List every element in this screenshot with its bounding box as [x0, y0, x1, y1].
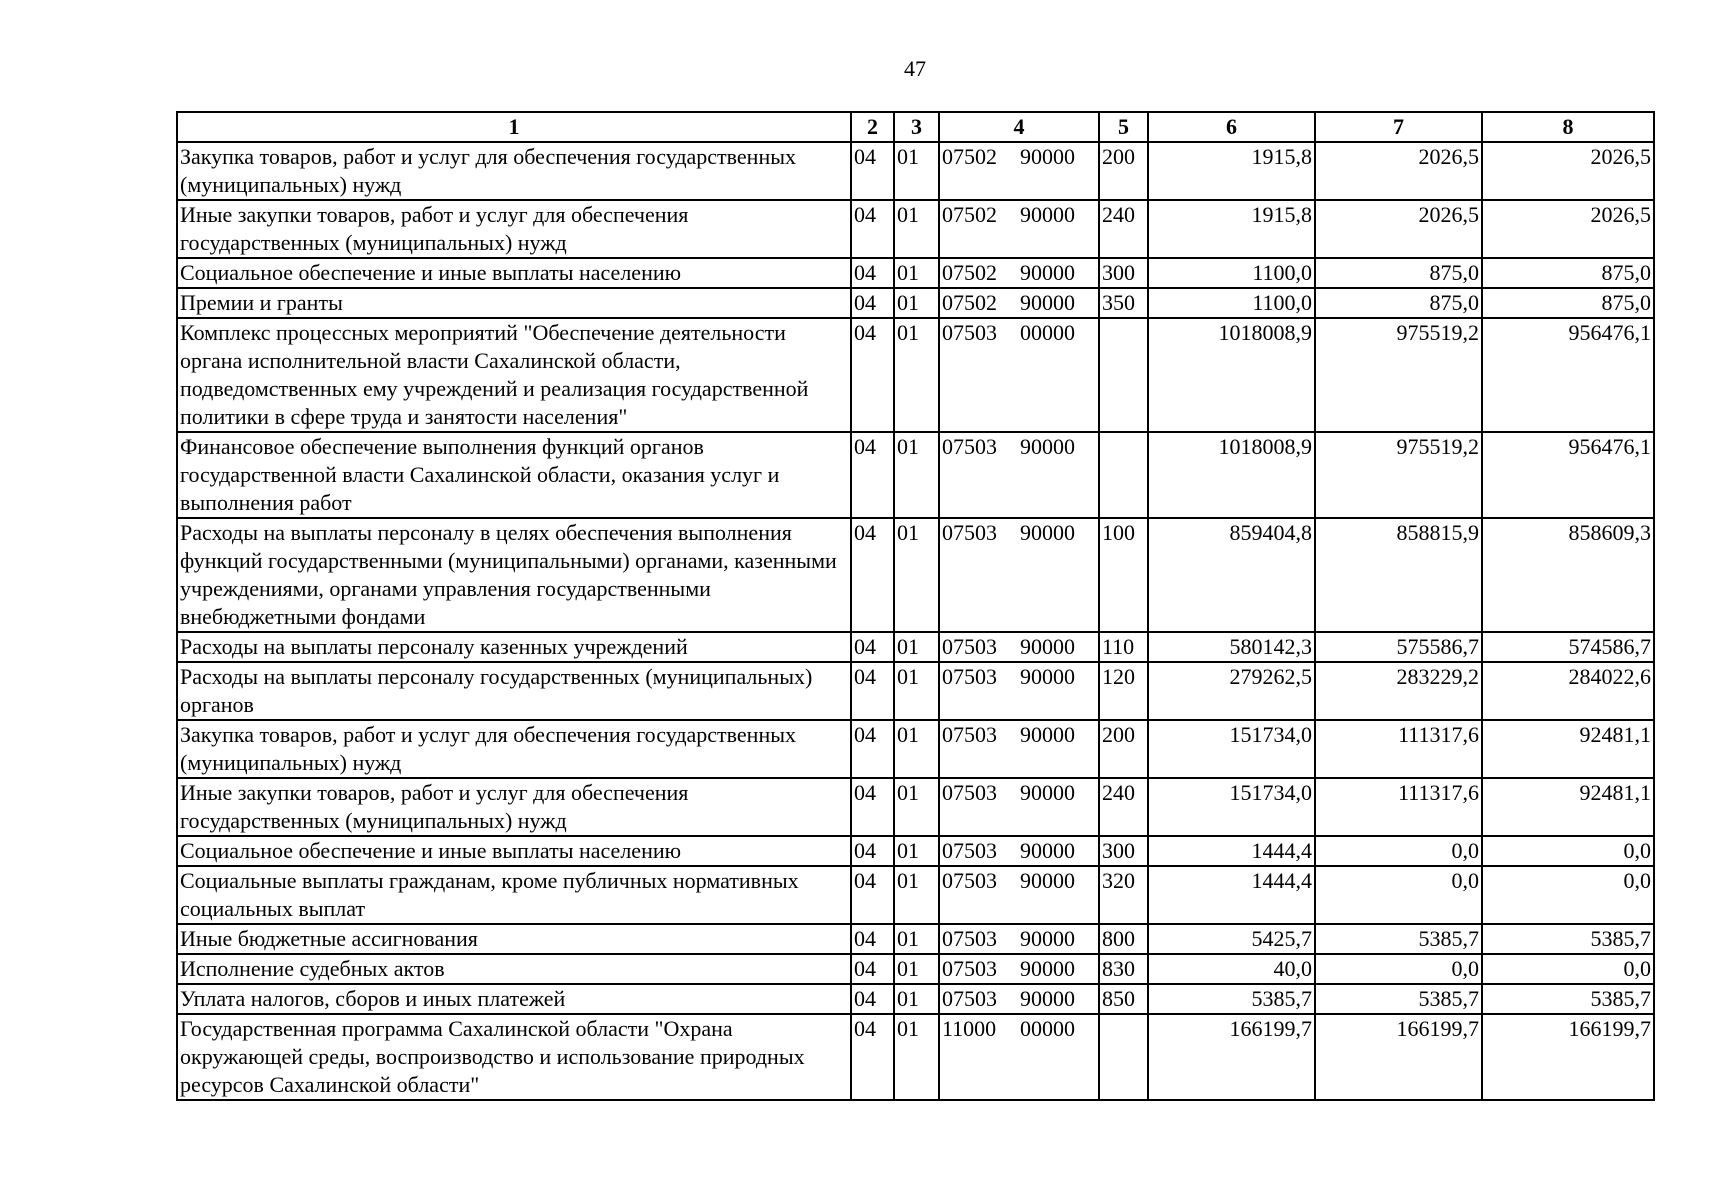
row-subsection-code: 01	[894, 432, 939, 518]
row-name: Иные закупки товаров, работ и услуг для обеспечения государственных (муниципальных) нужд	[177, 200, 851, 258]
row-target-article	[939, 258, 1099, 288]
row-target-article-part1: 07503	[942, 780, 997, 805]
row-name: Исполнение судебных актов	[177, 954, 851, 984]
row-target-article-part1: 07503	[942, 320, 997, 345]
row-subsection-code: 01	[894, 200, 939, 258]
row-section-code: 04	[851, 720, 894, 778]
row-subsection-code: 01	[894, 288, 939, 318]
row-value-col7: 0,0	[1315, 836, 1482, 866]
row-target-article-part2: 90000	[1020, 986, 1075, 1011]
row-value-col8: 875,0	[1482, 288, 1654, 318]
row-target-article	[939, 142, 1099, 200]
row-value-col6: 580142,3	[1148, 632, 1315, 662]
row-section-code: 04	[851, 318, 894, 432]
table-row	[177, 632, 1654, 662]
row-value-col6: 859404,8	[1148, 518, 1315, 632]
row-target-article	[939, 662, 1099, 720]
row-name: Расходы на выплаты персоналу казенных учреждений	[177, 632, 851, 662]
row-target-article	[939, 432, 1099, 518]
row-target-article-part1: 07503	[942, 664, 997, 689]
row-expense-type: 850	[1099, 984, 1148, 1014]
row-name: Социальное обеспечение и иные выплаты населению	[177, 836, 851, 866]
table-row	[177, 984, 1654, 1014]
row-value-col8: 92481,1	[1482, 720, 1654, 778]
row-expense-type: 800	[1099, 924, 1148, 954]
row-value-col8: 2026,5	[1482, 142, 1654, 200]
row-target-article-part2: 90000	[1020, 634, 1075, 659]
row-target-article-part1: 07503	[942, 722, 997, 747]
row-name: Расходы на выплаты персоналу в целях обеспечения выполнения функций государственными (муниципальными) органами, казенными учреждениями, органами управления государственными внебюджетными фондами	[177, 518, 851, 632]
row-value-col8: 956476,1	[1482, 318, 1654, 432]
row-section-code: 04	[851, 1014, 894, 1100]
row-value-col7: 0,0	[1315, 866, 1482, 924]
table-row	[177, 288, 1654, 318]
row-name: Иные бюджетные ассигнования	[177, 924, 851, 954]
row-target-article	[939, 200, 1099, 258]
row-target-article-part2: 90000	[1020, 664, 1075, 689]
row-name: Финансовое обеспечение выполнения функций органов государственной власти Сахалинской области, оказания услуг и выполнения работ	[177, 432, 851, 518]
row-value-col7: 875,0	[1315, 258, 1482, 288]
row-subsection-code: 01	[894, 924, 939, 954]
row-target-article-part1: 07503	[942, 956, 997, 981]
table-row	[177, 432, 1654, 518]
row-target-article-part2: 90000	[1020, 202, 1075, 227]
row-section-code: 04	[851, 954, 894, 984]
row-section-code: 04	[851, 836, 894, 866]
row-value-col6: 40,0	[1148, 954, 1315, 984]
row-expense-type: 120	[1099, 662, 1148, 720]
row-value-col8: 0,0	[1482, 954, 1654, 984]
row-value-col8: 5385,7	[1482, 984, 1654, 1014]
row-subsection-code: 01	[894, 984, 939, 1014]
row-value-col7: 5385,7	[1315, 924, 1482, 954]
row-value-col7: 975519,2	[1315, 318, 1482, 432]
row-value-col6: 1018008,9	[1148, 432, 1315, 518]
header-col-2: 2	[851, 112, 894, 142]
header-col-3: 3	[894, 112, 939, 142]
row-section-code: 04	[851, 984, 894, 1014]
budget-table	[176, 111, 1655, 1101]
row-subsection-code: 01	[894, 632, 939, 662]
table-row	[177, 720, 1654, 778]
table-row	[177, 518, 1654, 632]
row-section-code: 04	[851, 432, 894, 518]
row-name: Премии и гранты	[177, 288, 851, 318]
row-value-col8: 166199,7	[1482, 1014, 1654, 1100]
header-col-7: 7	[1315, 112, 1482, 142]
row-expense-type: 200	[1099, 720, 1148, 778]
row-section-code: 04	[851, 632, 894, 662]
row-value-col6: 1018008,9	[1148, 318, 1315, 432]
row-target-article-part1: 07503	[942, 634, 997, 659]
row-target-article-part2: 90000	[1020, 434, 1075, 459]
table-row	[177, 778, 1654, 836]
row-subsection-code: 01	[894, 778, 939, 836]
row-section-code: 04	[851, 258, 894, 288]
row-target-article	[939, 318, 1099, 432]
row-target-article	[939, 954, 1099, 984]
row-value-col6: 1444,4	[1148, 836, 1315, 866]
row-value-col8: 92481,1	[1482, 778, 1654, 836]
row-subsection-code: 01	[894, 866, 939, 924]
row-subsection-code: 01	[894, 258, 939, 288]
page-number: 47	[904, 56, 926, 81]
row-section-code: 04	[851, 778, 894, 836]
row-target-article	[939, 836, 1099, 866]
table-body	[177, 142, 1654, 1100]
header-col-4: 4	[939, 112, 1099, 142]
row-target-article-part2: 90000	[1020, 722, 1075, 747]
table-row	[177, 200, 1654, 258]
row-target-article-part1: 07502	[942, 260, 997, 285]
row-value-col6: 5385,7	[1148, 984, 1315, 1014]
row-target-article	[939, 720, 1099, 778]
row-value-col8: 956476,1	[1482, 432, 1654, 518]
row-value-col8: 5385,7	[1482, 924, 1654, 954]
row-target-article	[939, 518, 1099, 632]
table-row	[177, 318, 1654, 432]
row-section-code: 04	[851, 200, 894, 258]
row-value-col7: 2026,5	[1315, 142, 1482, 200]
row-expense-type	[1099, 318, 1148, 432]
row-section-code: 04	[851, 662, 894, 720]
row-target-article-part1: 07503	[942, 868, 997, 893]
row-name: Закупка товаров, работ и услуг для обеспечения государственных (муниципальных) нужд	[177, 720, 851, 778]
row-value-col8: 2026,5	[1482, 200, 1654, 258]
row-expense-type: 830	[1099, 954, 1148, 984]
table-row	[177, 924, 1654, 954]
row-target-article	[939, 632, 1099, 662]
row-expense-type: 110	[1099, 632, 1148, 662]
row-name: Уплата налогов, сборов и иных платежей	[177, 984, 851, 1014]
table-row	[177, 1014, 1654, 1100]
row-name: Социальное обеспечение и иные выплаты населению	[177, 258, 851, 288]
row-target-article-part1: 07503	[942, 986, 997, 1011]
row-subsection-code: 01	[894, 518, 939, 632]
row-target-article-part2: 90000	[1020, 260, 1075, 285]
row-section-code: 04	[851, 142, 894, 200]
row-value-col6: 166199,7	[1148, 1014, 1315, 1100]
row-value-col7: 2026,5	[1315, 200, 1482, 258]
row-target-article	[939, 1014, 1099, 1100]
row-expense-type: 100	[1099, 518, 1148, 632]
row-target-article-part2: 90000	[1020, 290, 1075, 315]
row-value-col7: 875,0	[1315, 288, 1482, 318]
row-value-col7: 283229,2	[1315, 662, 1482, 720]
row-name: Государственная программа Сахалинской области "Охрана окружающей среды, воспроизводство и использование природных ресурсов Сахалинской области"	[177, 1014, 851, 1100]
header-col-5: 5	[1099, 112, 1148, 142]
row-subsection-code: 01	[894, 836, 939, 866]
row-target-article-part1: 07502	[942, 202, 997, 227]
row-target-article	[939, 778, 1099, 836]
row-subsection-code: 01	[894, 662, 939, 720]
table-row	[177, 954, 1654, 984]
row-target-article-part2: 90000	[1020, 868, 1075, 893]
row-subsection-code: 01	[894, 142, 939, 200]
row-subsection-code: 01	[894, 954, 939, 984]
row-expense-type	[1099, 432, 1148, 518]
row-target-article-part1: 07503	[942, 838, 997, 863]
row-value-col8: 0,0	[1482, 866, 1654, 924]
row-expense-type: 300	[1099, 258, 1148, 288]
row-expense-type: 300	[1099, 836, 1148, 866]
row-expense-type: 350	[1099, 288, 1148, 318]
row-target-article-part2: 90000	[1020, 838, 1075, 863]
row-target-article-part2: 90000	[1020, 520, 1075, 545]
row-value-col8: 858609,3	[1482, 518, 1654, 632]
row-value-col8: 284022,6	[1482, 662, 1654, 720]
row-target-article-part2: 90000	[1020, 144, 1075, 169]
table-row	[177, 258, 1654, 288]
row-name: Закупка товаров, работ и услуг для обеспечения государственных (муниципальных) нужд	[177, 142, 851, 200]
row-target-article	[939, 866, 1099, 924]
row-value-col7: 111317,6	[1315, 720, 1482, 778]
row-value-col8: 875,0	[1482, 258, 1654, 288]
row-section-code: 04	[851, 866, 894, 924]
row-target-article-part1: 07502	[942, 290, 997, 315]
table-row	[177, 836, 1654, 866]
row-section-code: 04	[851, 288, 894, 318]
table-row	[177, 142, 1654, 200]
row-value-col7: 0,0	[1315, 954, 1482, 984]
row-name: Социальные выплаты гражданам, кроме публичных нормативных социальных выплат	[177, 866, 851, 924]
row-target-article	[939, 984, 1099, 1014]
row-value-col7: 858815,9	[1315, 518, 1482, 632]
row-value-col8: 574586,7	[1482, 632, 1654, 662]
row-target-article-part2: 00000	[1020, 1016, 1075, 1041]
row-value-col7: 5385,7	[1315, 984, 1482, 1014]
row-target-article-part1: 11000	[942, 1016, 997, 1041]
row-value-col6: 1100,0	[1148, 258, 1315, 288]
row-value-col6: 5425,7	[1148, 924, 1315, 954]
row-value-col6: 279262,5	[1148, 662, 1315, 720]
row-section-code: 04	[851, 518, 894, 632]
row-target-article-part2: 90000	[1020, 956, 1075, 981]
row-value-col8: 0,0	[1482, 836, 1654, 866]
row-subsection-code: 01	[894, 318, 939, 432]
row-name: Иные закупки товаров, работ и услуг для обеспечения государственных (муниципальных) нужд	[177, 778, 851, 836]
row-section-code: 04	[851, 924, 894, 954]
header-col-8: 8	[1482, 112, 1654, 142]
table-row	[177, 866, 1654, 924]
row-value-col6: 1915,8	[1148, 142, 1315, 200]
row-expense-type	[1099, 1014, 1148, 1100]
row-value-col6: 1444,4	[1148, 866, 1315, 924]
row-target-article	[939, 288, 1099, 318]
row-name: Комплекс процессных мероприятий "Обеспечение деятельности органа исполнительной власти Сахалинской области, подведомственных ему учреждений и реализация государственной политики в сфере труда и занятости населения"	[177, 318, 851, 432]
row-expense-type: 320	[1099, 866, 1148, 924]
row-value-col7: 975519,2	[1315, 432, 1482, 518]
row-target-article-part2: 90000	[1020, 780, 1075, 805]
row-value-col7: 575586,7	[1315, 632, 1482, 662]
row-value-col7: 166199,7	[1315, 1014, 1482, 1100]
row-expense-type: 200	[1099, 142, 1148, 200]
row-target-article-part2: 00000	[1020, 320, 1075, 345]
row-value-col6: 1915,8	[1148, 200, 1315, 258]
header-col-6: 6	[1148, 112, 1315, 142]
table-row	[177, 662, 1654, 720]
row-subsection-code: 01	[894, 720, 939, 778]
row-target-article-part1: 07502	[942, 144, 997, 169]
row-expense-type: 240	[1099, 778, 1148, 836]
row-value-col6: 151734,0	[1148, 778, 1315, 836]
row-target-article-part1: 07503	[942, 926, 997, 951]
header-col-1: 1	[177, 112, 851, 142]
row-subsection-code: 01	[894, 1014, 939, 1100]
row-value-col7: 111317,6	[1315, 778, 1482, 836]
header-row	[177, 112, 1654, 142]
row-target-article-part1: 07503	[942, 434, 997, 459]
row-value-col6: 1100,0	[1148, 288, 1315, 318]
row-name: Расходы на выплаты персоналу государственных (муниципальных) органов	[177, 662, 851, 720]
row-target-article-part2: 90000	[1020, 926, 1075, 951]
row-target-article	[939, 924, 1099, 954]
row-expense-type: 240	[1099, 200, 1148, 258]
row-target-article-part1: 07503	[942, 520, 997, 545]
row-value-col6: 151734,0	[1148, 720, 1315, 778]
